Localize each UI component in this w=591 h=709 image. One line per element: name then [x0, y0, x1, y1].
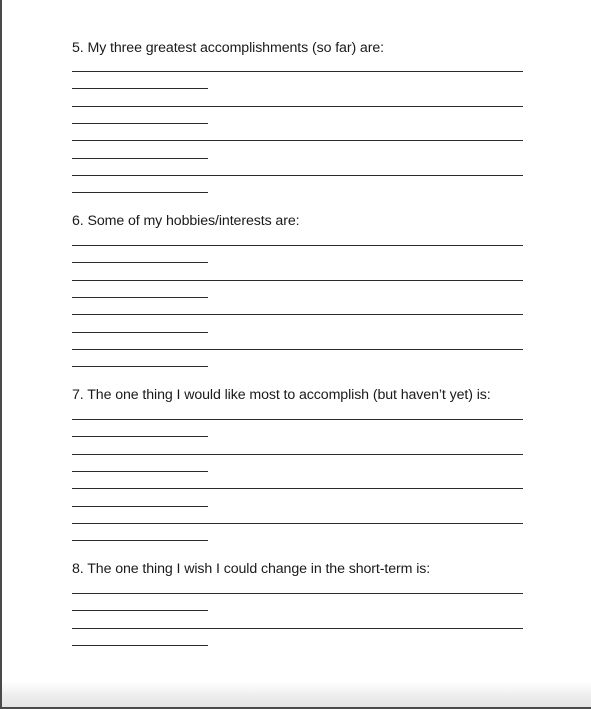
answer-line[interactable] — [72, 506, 208, 507]
answer-line[interactable] — [72, 523, 523, 524]
page-bottom-shadow — [2, 682, 591, 707]
answer-line[interactable] — [72, 436, 208, 437]
answer-line[interactable] — [72, 280, 523, 281]
answer-line[interactable] — [72, 71, 523, 72]
answer-line[interactable] — [72, 88, 208, 89]
answer-line[interactable] — [72, 593, 523, 594]
answer-line[interactable] — [72, 297, 208, 298]
answer-line[interactable] — [72, 175, 523, 176]
answer-line[interactable] — [72, 645, 208, 646]
answer-line[interactable] — [72, 123, 208, 124]
answer-line[interactable] — [72, 628, 523, 629]
answer-line[interactable] — [72, 314, 523, 315]
answer-line[interactable] — [72, 245, 523, 246]
answer-line[interactable] — [72, 471, 208, 472]
answer-line[interactable] — [72, 140, 523, 141]
answer-line[interactable] — [72, 366, 208, 367]
answer-line[interactable] — [72, 454, 523, 455]
answer-line[interactable] — [72, 332, 208, 333]
answer-line[interactable] — [72, 349, 523, 350]
question-7-label: 7. The one thing I would like most to accomplish (but haven’t yet) is: — [72, 387, 491, 403]
answer-line[interactable] — [72, 192, 208, 193]
question-6-label: 6. Some of my hobbies/interests are: — [72, 213, 300, 229]
answer-line[interactable] — [72, 262, 208, 263]
answer-line[interactable] — [72, 158, 208, 159]
question-5-label: 5. My three greatest accomplishments (so far) are: — [72, 40, 384, 56]
answer-line[interactable] — [72, 419, 523, 420]
page-frame-left-border — [0, 0, 2, 709]
question-8-label: 8. The one thing I wish I could change in the short-term is: — [72, 561, 431, 577]
answer-line[interactable] — [72, 488, 523, 489]
answer-line[interactable] — [72, 540, 208, 541]
answer-line[interactable] — [72, 106, 523, 107]
answer-line[interactable] — [72, 610, 208, 611]
